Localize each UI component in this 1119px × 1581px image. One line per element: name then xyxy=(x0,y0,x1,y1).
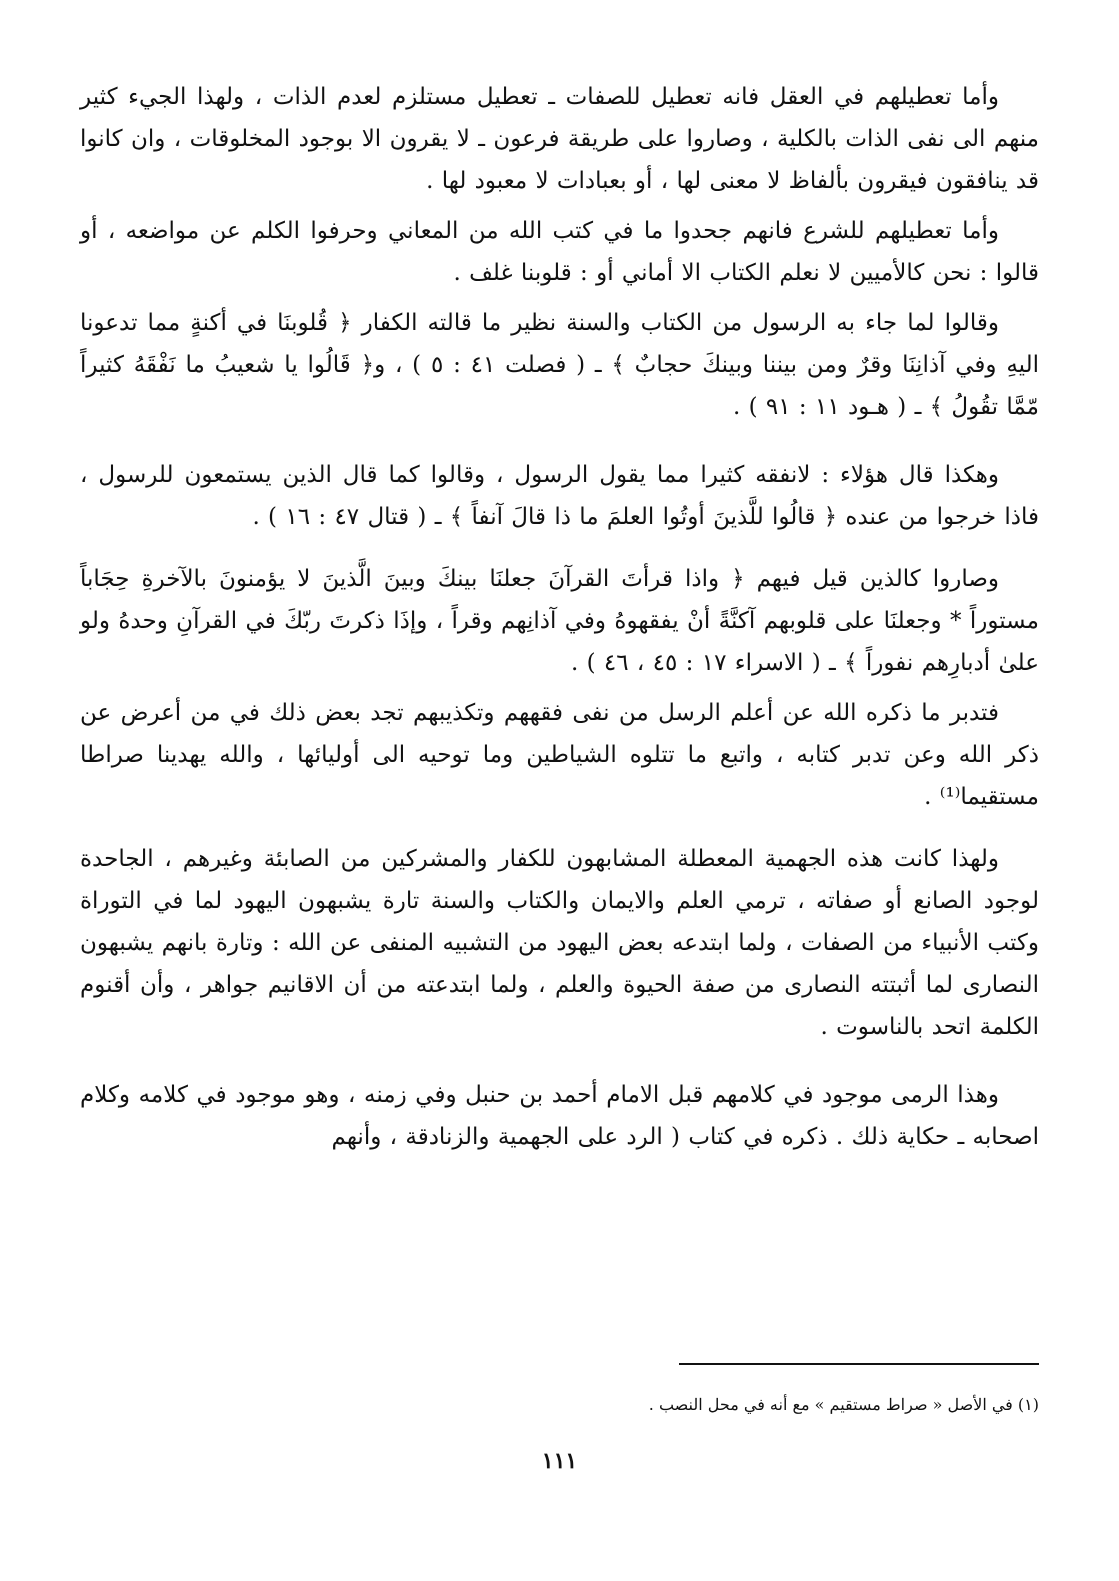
main-text xyxy=(80,76,1039,1158)
paragraph-8: وهذا الرمى موجود في كلامهم قبل الامام أحمد بن حنبل وفي زمنه ، وهو موجود في كلامه وكلام اصحابه ـ حكاية ذلك . ذكره في كتاب ( الرد على الجهمية والزنادقة ، وأنهم xyxy=(80,1082,1039,1150)
paragraph-6: فتدبر ما ذكره الله عن أعلم الرسل من نفى فقههم وتكذيبهم تجد بعض ذلك في من أعرض عن ذكر الله وعن تدبر كتابه ، واتبع ما تتلوه الشياطين وما توحيه الى أوليائها ، والله يهدينا صراطا مستقيما⁽¹⁾ . xyxy=(80,700,1039,810)
paragraph-3: وقالوا لما جاء به الرسول من الكتاب والسنة نظير ما قالته الكفار ﴿ قُلوبنَا في أكنةٍ مما تدعونا اليهِ وفي آذانِنَا وقرٌ ومن بيننا وبينكَ حجابٌ ﴾ ـ ( فصلت ٤١ : ٥ ) ، و﴿ قَالُوا يا شعيبُ ما نَفْقَهُ كثيراً مّمَّا تقُولُ ﴾ ـ ( هـود ١١ : ٩١ ) . xyxy=(80,310,1039,420)
paragraph-1: وأما تعطيلهم في العقل فانه تعطيل للصفات ـ تعطيل مستلزم لعدم الذات ، ولهذا الجيء كثير منهم الى نفى الذات بالكلية ، وصاروا على طريقة فرعون ـ لا يقرون الا بوجود المخلوقات ، وان كانوا قد ينافقون فيقرون بألفاظ لا معنى لها ، أو بعبادات لا معبود لها . xyxy=(80,84,1039,194)
footnote: (١) في الأصل « صراط مستقيم » مع أنه في محل النصب . xyxy=(648,1395,1039,1414)
paragraph-7: ولهذا كانت هذه الجهمية المعطلة المشابهون للكفار والمشركين من الصابئة وغيرهم ، الجاحدة لوجود الصانع أو صفاته ، ترمي العلم والايمان والكتاب والسنة تارة يشبهون اليهود لما في التوراة وكتب الأنبياء من الصفات ، ولما ابتدعه بعض اليهود من التشبيه المنفى عن الله : وتارة بانهم يشبهون النصارى لما أثبتته النصارى من صفة الحيوة والعلم ، ولما ابتدعته من أن الاقانيم جواهر ، وأن أقنوم الكلمة اتحد بالناسوت . xyxy=(80,846,1039,1040)
paragraph-2: وأما تعطيلهم للشرع فانهم جحدوا ما في كتب الله من المعاني وحرفوا الكلم عن مواضعه ، أو قالوا : نحن كالأميين لا نعلم الكتاب الا أماني أو : قلوبنا غلف . xyxy=(80,218,1039,286)
page-number: ١١١ xyxy=(541,1448,578,1474)
paragraph-5: وصاروا كالذين قيل فيهم ﴿ واذا قرأتَ القرآنَ جعلنَا بينكَ وبينَ الَّذينَ لا يؤمنونَ بالآخرةِ حِجَاباً مستوراً * وجعلنَا على قلوبهم آكنَّةً أنْ يفقهوهُ وفي آذانِهم وقراً ، وإذَا ذكرتَ ربّكَ في القرآنِ وحدهُ ولو علىٰ أدبارِهم نفوراً ﴾ ـ ( الاسراء ١٧ : ٤٥ ، ٤٦ ) . xyxy=(80,566,1039,676)
paragraph-4: وهكذا قال هؤلاء : لانفقه كثيرا مما يقول الرسول ، وقالوا كما قال الذين يستمعون للرسول ، فاذا خرجوا من عنده ﴿ قالُوا للَّذينَ أوتُوا العلمَ ما ذا قالَ آنفاً ﴾ ـ ( قتال ٤٧ : ١٦ ) . xyxy=(80,462,1039,530)
footnote-divider xyxy=(679,1363,1039,1365)
